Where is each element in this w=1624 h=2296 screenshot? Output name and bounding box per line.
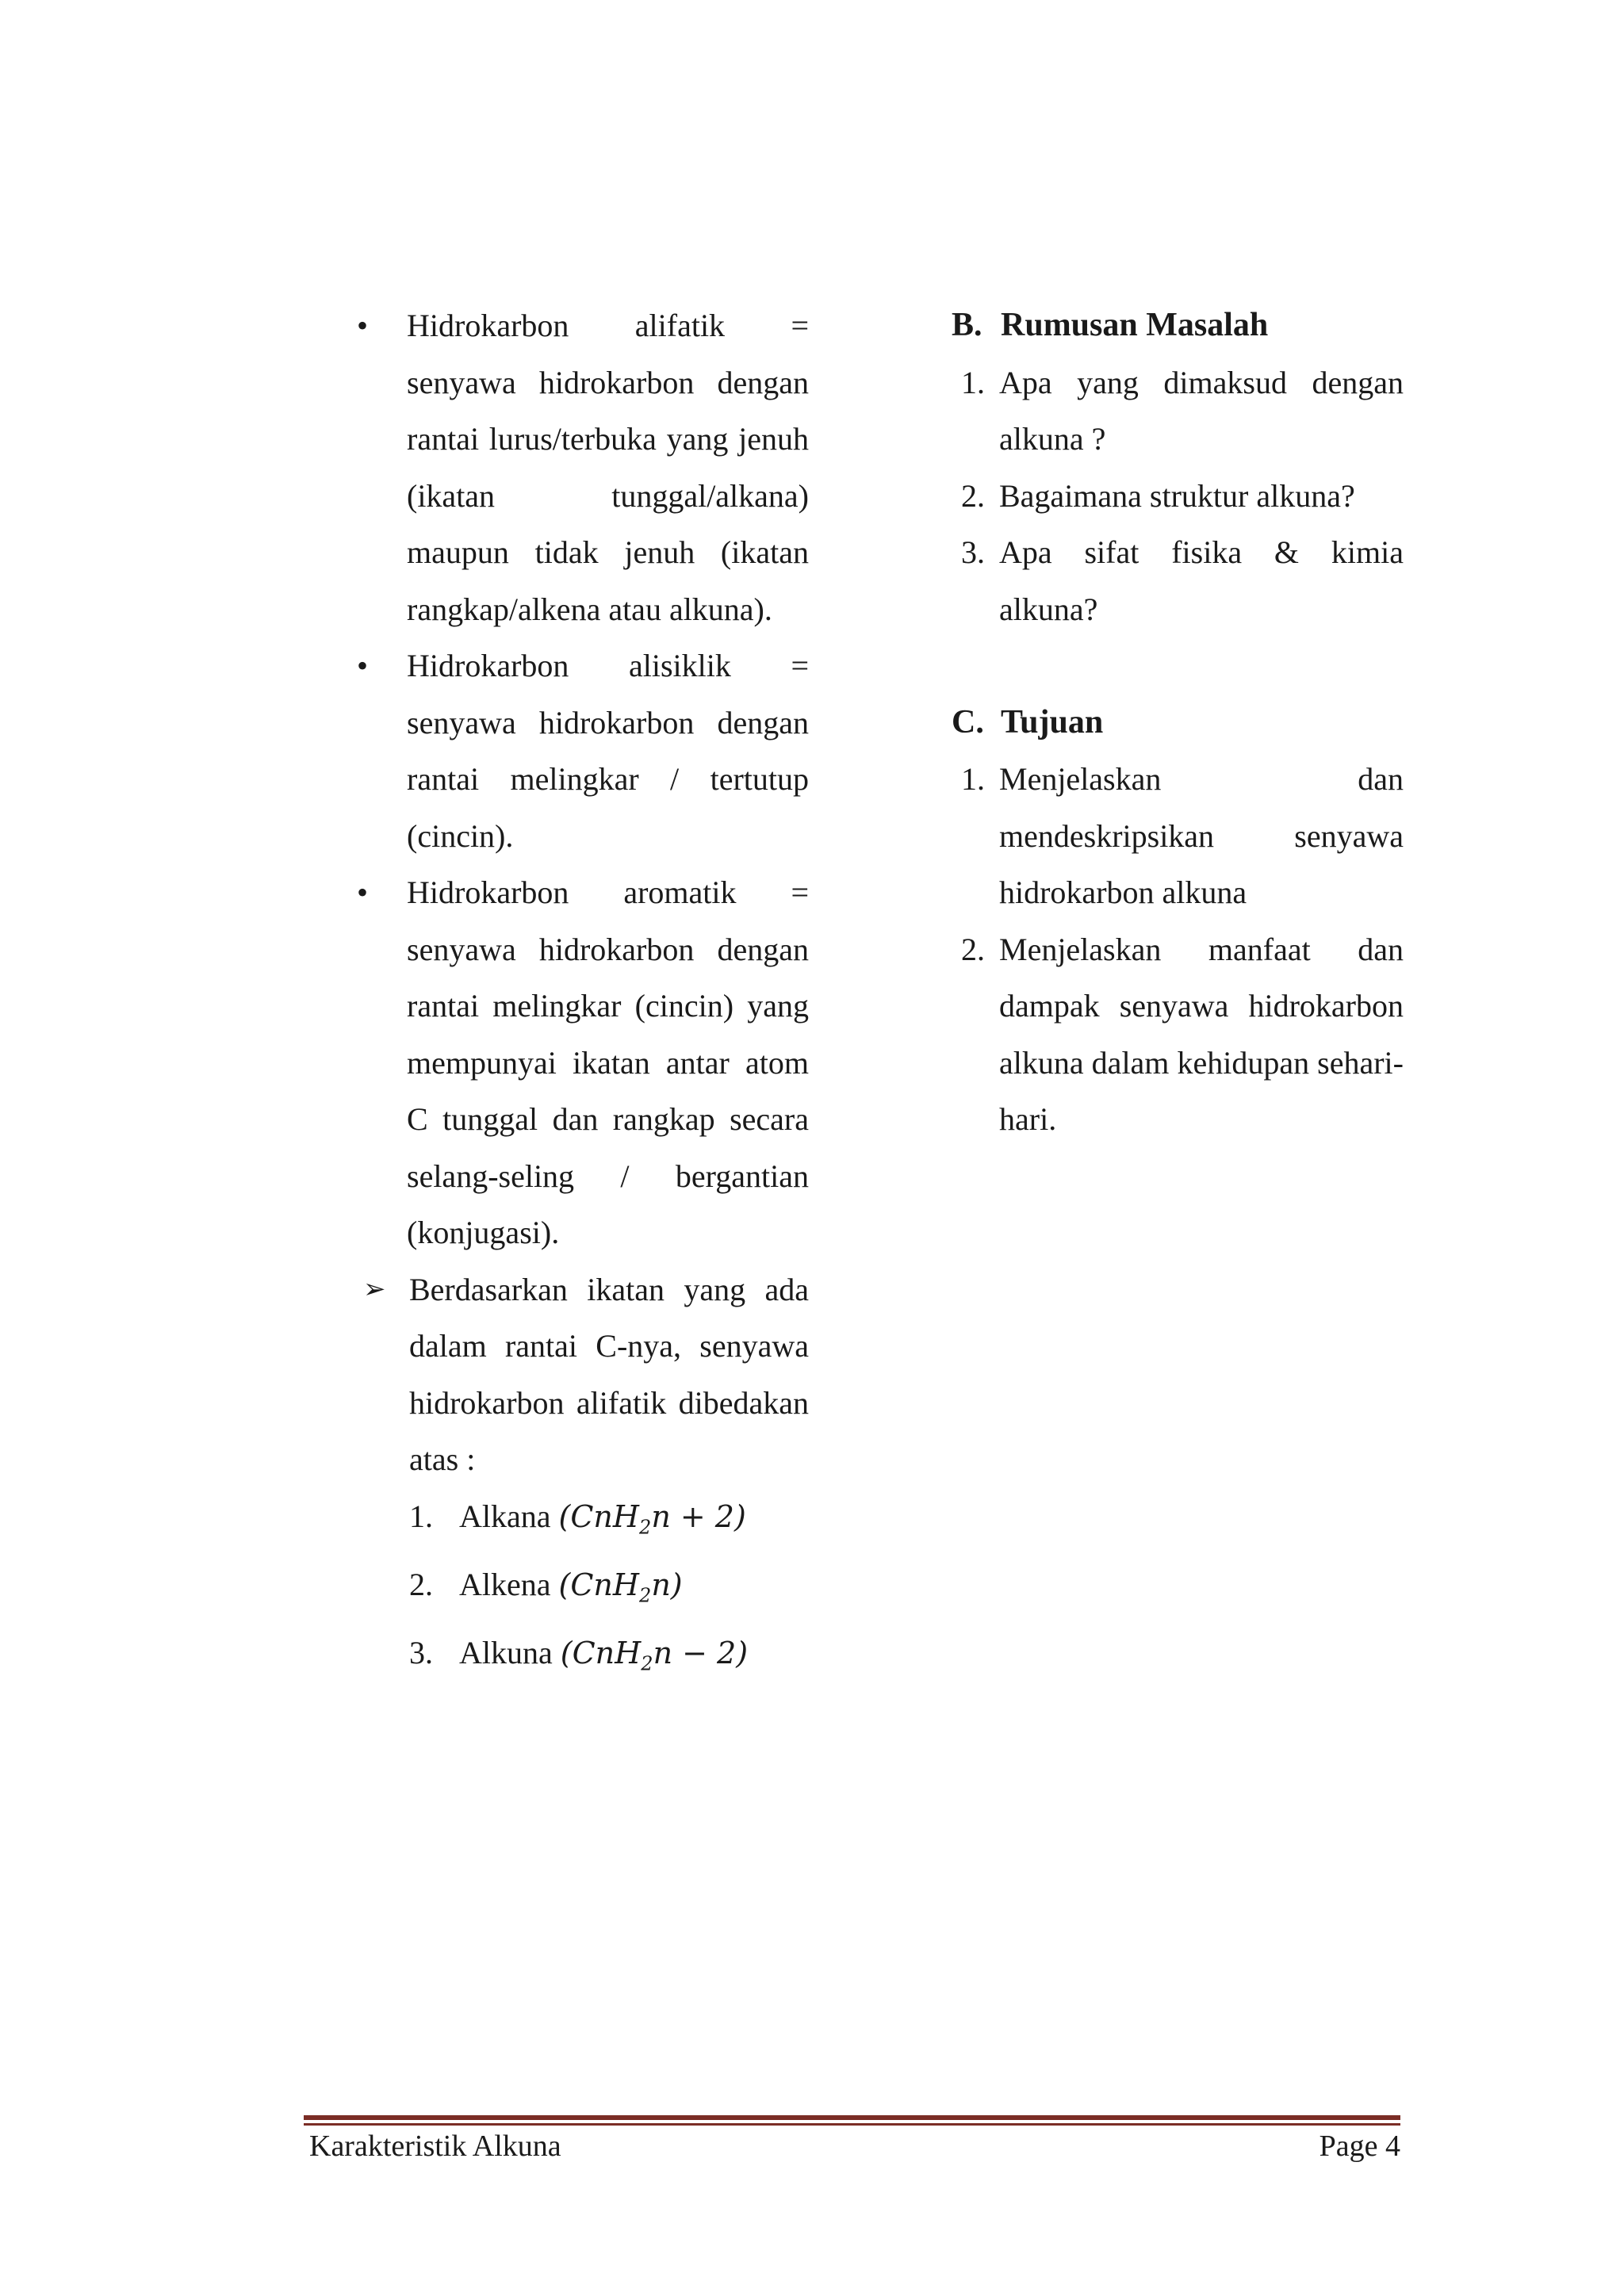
chemical-formula: (CnH$_2$n + 2) [558, 1498, 746, 1539]
list-number: 3. [961, 534, 985, 570]
bullet-text: Hidrokarbon aromatik = senyawa hidrokarbon dengan rantai melingkar (cincin) yang mempunyai ikatan antar atom C tunggal dan rangkap secara selang-seling / bergantian (konjugasi). [407, 874, 809, 1250]
list-item [409, 1624, 809, 1693]
spacer [952, 637, 1404, 695]
right-column [952, 297, 1404, 1148]
list-item [952, 468, 1404, 525]
type-name: Alkana [459, 1498, 551, 1534]
bullet-item [357, 864, 809, 1261]
arrow-bullet-icon: ➢ [363, 1274, 386, 1304]
list-number: 1. [961, 761, 985, 797]
list-item [409, 1488, 809, 1556]
list-item-text: Menjelaskan manfaat dan dampak senyawa hidrokarbon alkuna dalam kehidupan sehari-hari. [999, 931, 1404, 1137]
page-number: Page 4 [1319, 2130, 1400, 2163]
footer-title: Karakteristik Alkuna [309, 2130, 561, 2163]
hydrocarbon-types-list [409, 1488, 809, 1693]
bullet-text: Hidrokarbon alisiklik = senyawa hidrokarbon dengan rantai melingkar / tertutup (cincin). [407, 648, 809, 854]
list-item [952, 524, 1404, 637]
bullet-text: Hidrokarbon alifatik = senyawa hidrokarbon dengan rantai lurus/terbuka yang jenuh (ikatan tunggal/alkana) maupun tidak jenuh (ikatan rangkap/alkena atau alkuna). [407, 308, 809, 627]
footer-rule-thick [304, 2115, 1400, 2120]
chemical-formula: (CnH$_2$n − 2) [560, 1635, 749, 1675]
arrow-text: Berdasarkan ikatan yang ada dalam rantai C-nya, senyawa hidrokarbon alifatik dibedakan atas : [409, 1271, 809, 1477]
left-column [357, 297, 809, 1693]
type-name: Alkena [459, 1566, 551, 1602]
bullet-icon: • [357, 874, 369, 910]
list-number: 1. [409, 1498, 433, 1534]
bullet-item [357, 637, 809, 864]
list-item [952, 921, 1404, 1148]
list-item [409, 1556, 809, 1624]
list-item-text: Bagaimana struktur alkuna? [999, 477, 1355, 514]
bullet-icon: • [357, 308, 369, 343]
list-item-text: Apa sifat fisika & kimia alkuna? [999, 534, 1404, 627]
list-number: 1. [961, 364, 985, 400]
section-heading-rumusan-masalah: B. Rumusan Masalah [952, 307, 1269, 343]
footer-divider [304, 2115, 1400, 2126]
arrow-item [357, 1261, 809, 1488]
type-name: Alkuna [459, 1634, 553, 1670]
chemical-formula: (CnH$_2$n) [558, 1567, 683, 1607]
list-number: 3. [409, 1634, 433, 1670]
list-number: 2. [409, 1566, 433, 1602]
list-item-text: Apa yang dimaksud dengan alkuna ? [999, 364, 1404, 457]
bullet-item [357, 297, 809, 637]
list-number: 2. [961, 477, 985, 514]
list-number: 2. [961, 931, 985, 967]
bullet-icon: • [357, 648, 369, 683]
section-heading-tujuan: C. Tujuan [952, 703, 1104, 740]
list-item-text: Menjelaskan dan mendeskripsikan senyawa hidrokarbon alkuna [999, 761, 1404, 910]
list-item [952, 751, 1404, 921]
list-item [952, 354, 1404, 468]
footer-rule-thin [304, 2123, 1400, 2126]
